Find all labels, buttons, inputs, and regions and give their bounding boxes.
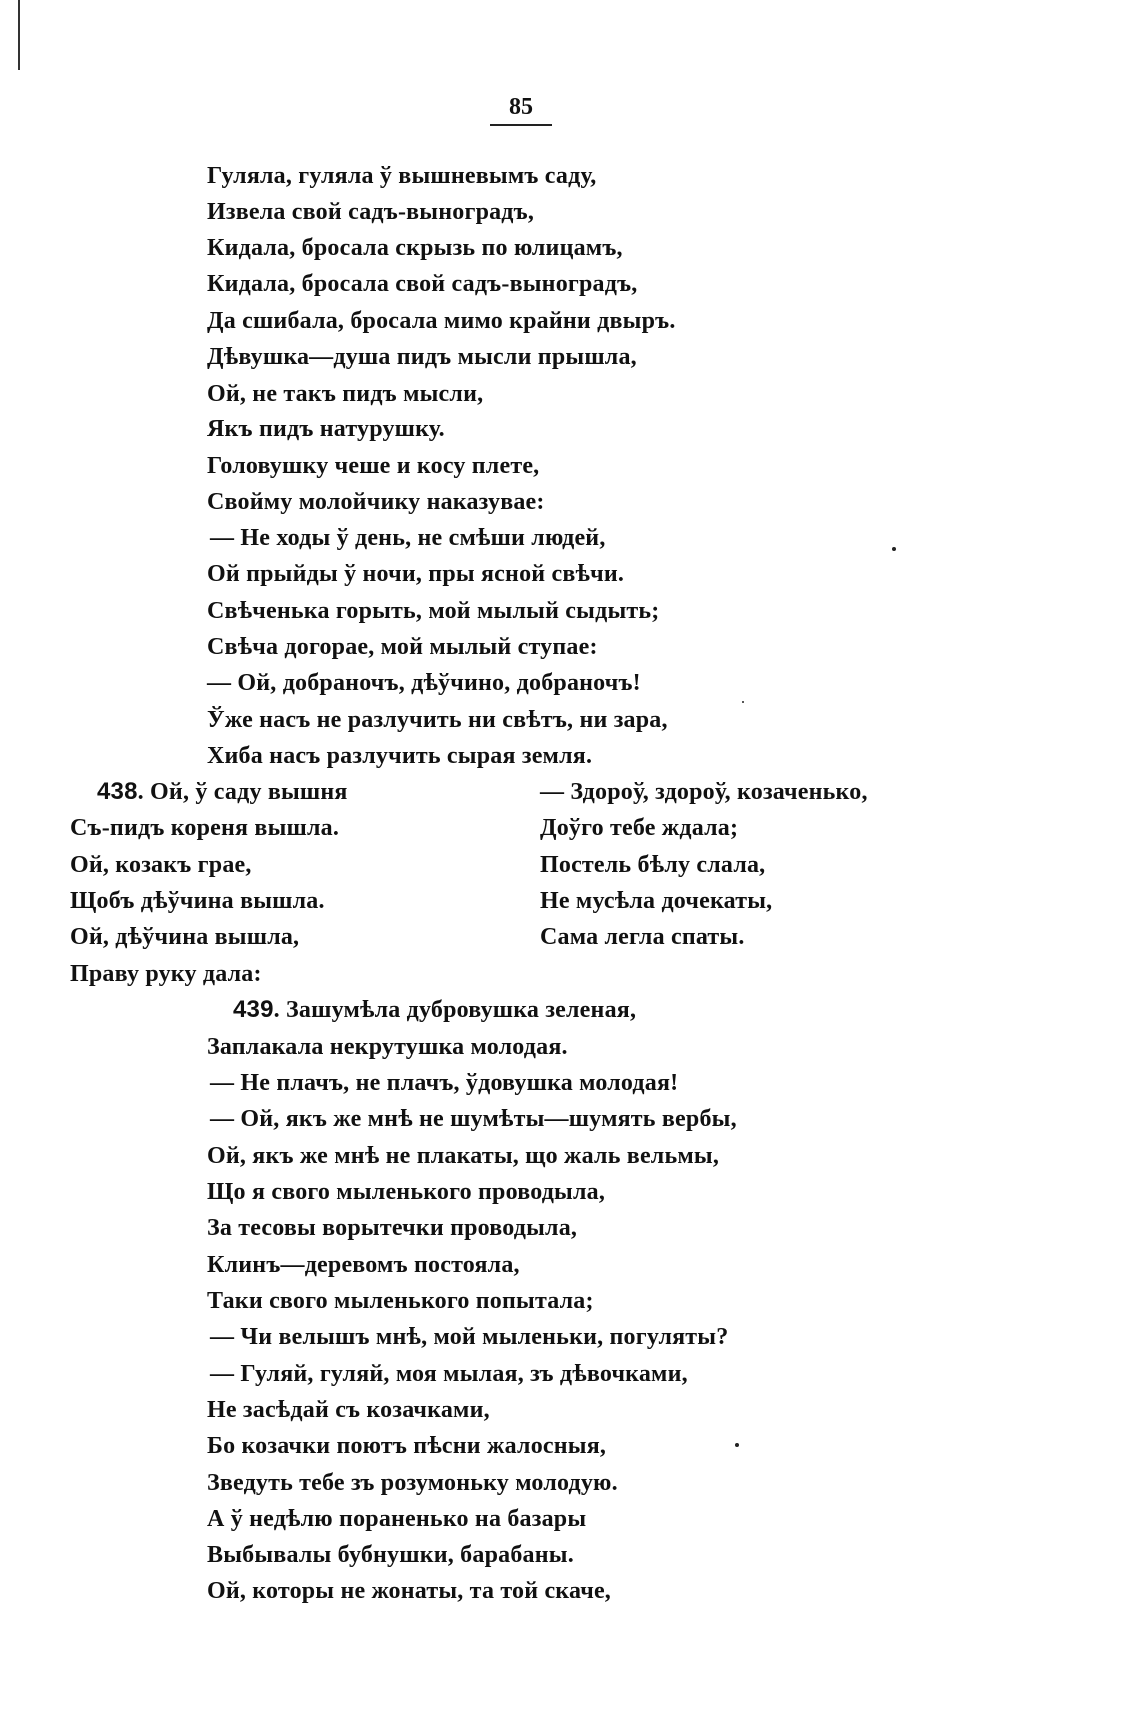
verse-line: За тесовы ворытечки проводыла, xyxy=(207,1215,578,1241)
verse-line: — Чи велышъ мнѣ, мой мыленьки, погуляты? xyxy=(210,1324,729,1350)
verse-line: — Не плачъ, не плачъ, ўдовушка молодая! xyxy=(210,1070,679,1096)
scan-edge-line xyxy=(18,0,20,70)
verse-line: Не мусѣла дочекаты, xyxy=(540,888,773,914)
verse-line: Свѣча догорае, мой мылый ступае: xyxy=(207,634,598,660)
verse-line: А ў недѣлю пораненько на базары xyxy=(207,1506,587,1532)
song-first-line: 439. Зашумѣла дубровушка зеленая, xyxy=(233,996,637,1023)
verse-line: Гуляла, гуляла ў вышневымъ саду, xyxy=(207,163,597,189)
page-number: 85 xyxy=(490,92,552,126)
verse-line: Доўго тебе ждала; xyxy=(540,815,739,841)
verse-line: — Гуляй, гуляй, моя мылая, зъ дѣвочками, xyxy=(210,1361,688,1387)
verse-line: Да сшибала, бросала мимо крайни двыръ. xyxy=(207,308,676,334)
verse-line: Ой, которы не жонаты, та той скаче, xyxy=(207,1578,611,1604)
verse-line: Заплакала некрутушка молодая. xyxy=(207,1034,568,1060)
verse-line: Кидала, бросала свой садъ-выноградъ, xyxy=(207,271,638,297)
verse-line: Постель бѣлу слала, xyxy=(540,852,766,878)
verse-line: Праву руку дала: xyxy=(70,961,262,987)
verse-line: Щобъ дѣўчина вышла. xyxy=(70,888,325,914)
song-number: 438 xyxy=(97,778,138,805)
verse-line: Дѣвушка—душа пидъ мысли прышла, xyxy=(207,344,637,370)
verse-line: Якъ пидъ натурушку. xyxy=(207,416,445,442)
verse-line: Клинъ—деревомъ постояла, xyxy=(207,1252,520,1278)
verse-line: Не засѣдай съ козачками, xyxy=(207,1397,490,1423)
verse-line: Свѣченька горыть, мой мылый сыдыть; xyxy=(207,598,660,624)
scan-speck xyxy=(892,547,896,551)
verse-line: — Здороў, здороў, козаченько, xyxy=(540,779,868,805)
verse-line: Свойму молойчику наказувае: xyxy=(207,489,545,515)
verse-line: Головушку чеше и косу плете, xyxy=(207,453,540,479)
verse-line: — Не ходы ў день, не смѣши людей, xyxy=(210,525,606,551)
verse-line: Кидала, бросала скрызь по юлицамъ, xyxy=(207,235,623,261)
verse-line: Ўже насъ не разлучить ни свѣтъ, ни зара, xyxy=(207,707,668,733)
verse-line: Ой, козакъ грае, xyxy=(70,852,252,878)
verse-line: Ой, якъ же мнѣ не плакаты, що жаль вельмы, xyxy=(207,1143,720,1169)
scan-speck xyxy=(735,1443,739,1447)
verse-line: Зведуть тебе зъ розумоньку молодую. xyxy=(207,1470,618,1496)
verse-line: Ой, дѣўчина вышла, xyxy=(70,924,300,950)
verse-line: Бо козачки поютъ пѣсни жалосныя, xyxy=(207,1433,607,1459)
verse-line: Выбывалы бубнушки, барабаны. xyxy=(207,1542,574,1568)
verse-line: Съ-пидъ кореня вышла. xyxy=(70,815,340,841)
verse-line: Ой прыйды ў ночи, пры ясной свѣчи. xyxy=(207,561,625,587)
verse-line: — Ой, добраночъ, дѣўчино, добраночъ! xyxy=(207,670,641,696)
verse-line: Извела свой садъ-выноградъ, xyxy=(207,199,535,225)
verse-line: — Ой, якъ же мнѣ не шумѣты—шумять вербы, xyxy=(210,1106,737,1132)
song-number: 439 xyxy=(233,996,274,1023)
verse-line: Сама легла спаты. xyxy=(540,924,745,950)
verse-line: Таки свого мыленького попытала; xyxy=(207,1288,594,1314)
verse-line: Що я свого мыленького проводыла, xyxy=(207,1179,606,1205)
song-first-line: 438. Ой, ў саду вышня xyxy=(97,778,348,805)
verse-line: Хиба насъ разлучить сырая земля. xyxy=(207,743,593,769)
scan-speck xyxy=(742,701,744,703)
verse-line: Ой, не такъ пидъ мысли, xyxy=(207,381,484,407)
